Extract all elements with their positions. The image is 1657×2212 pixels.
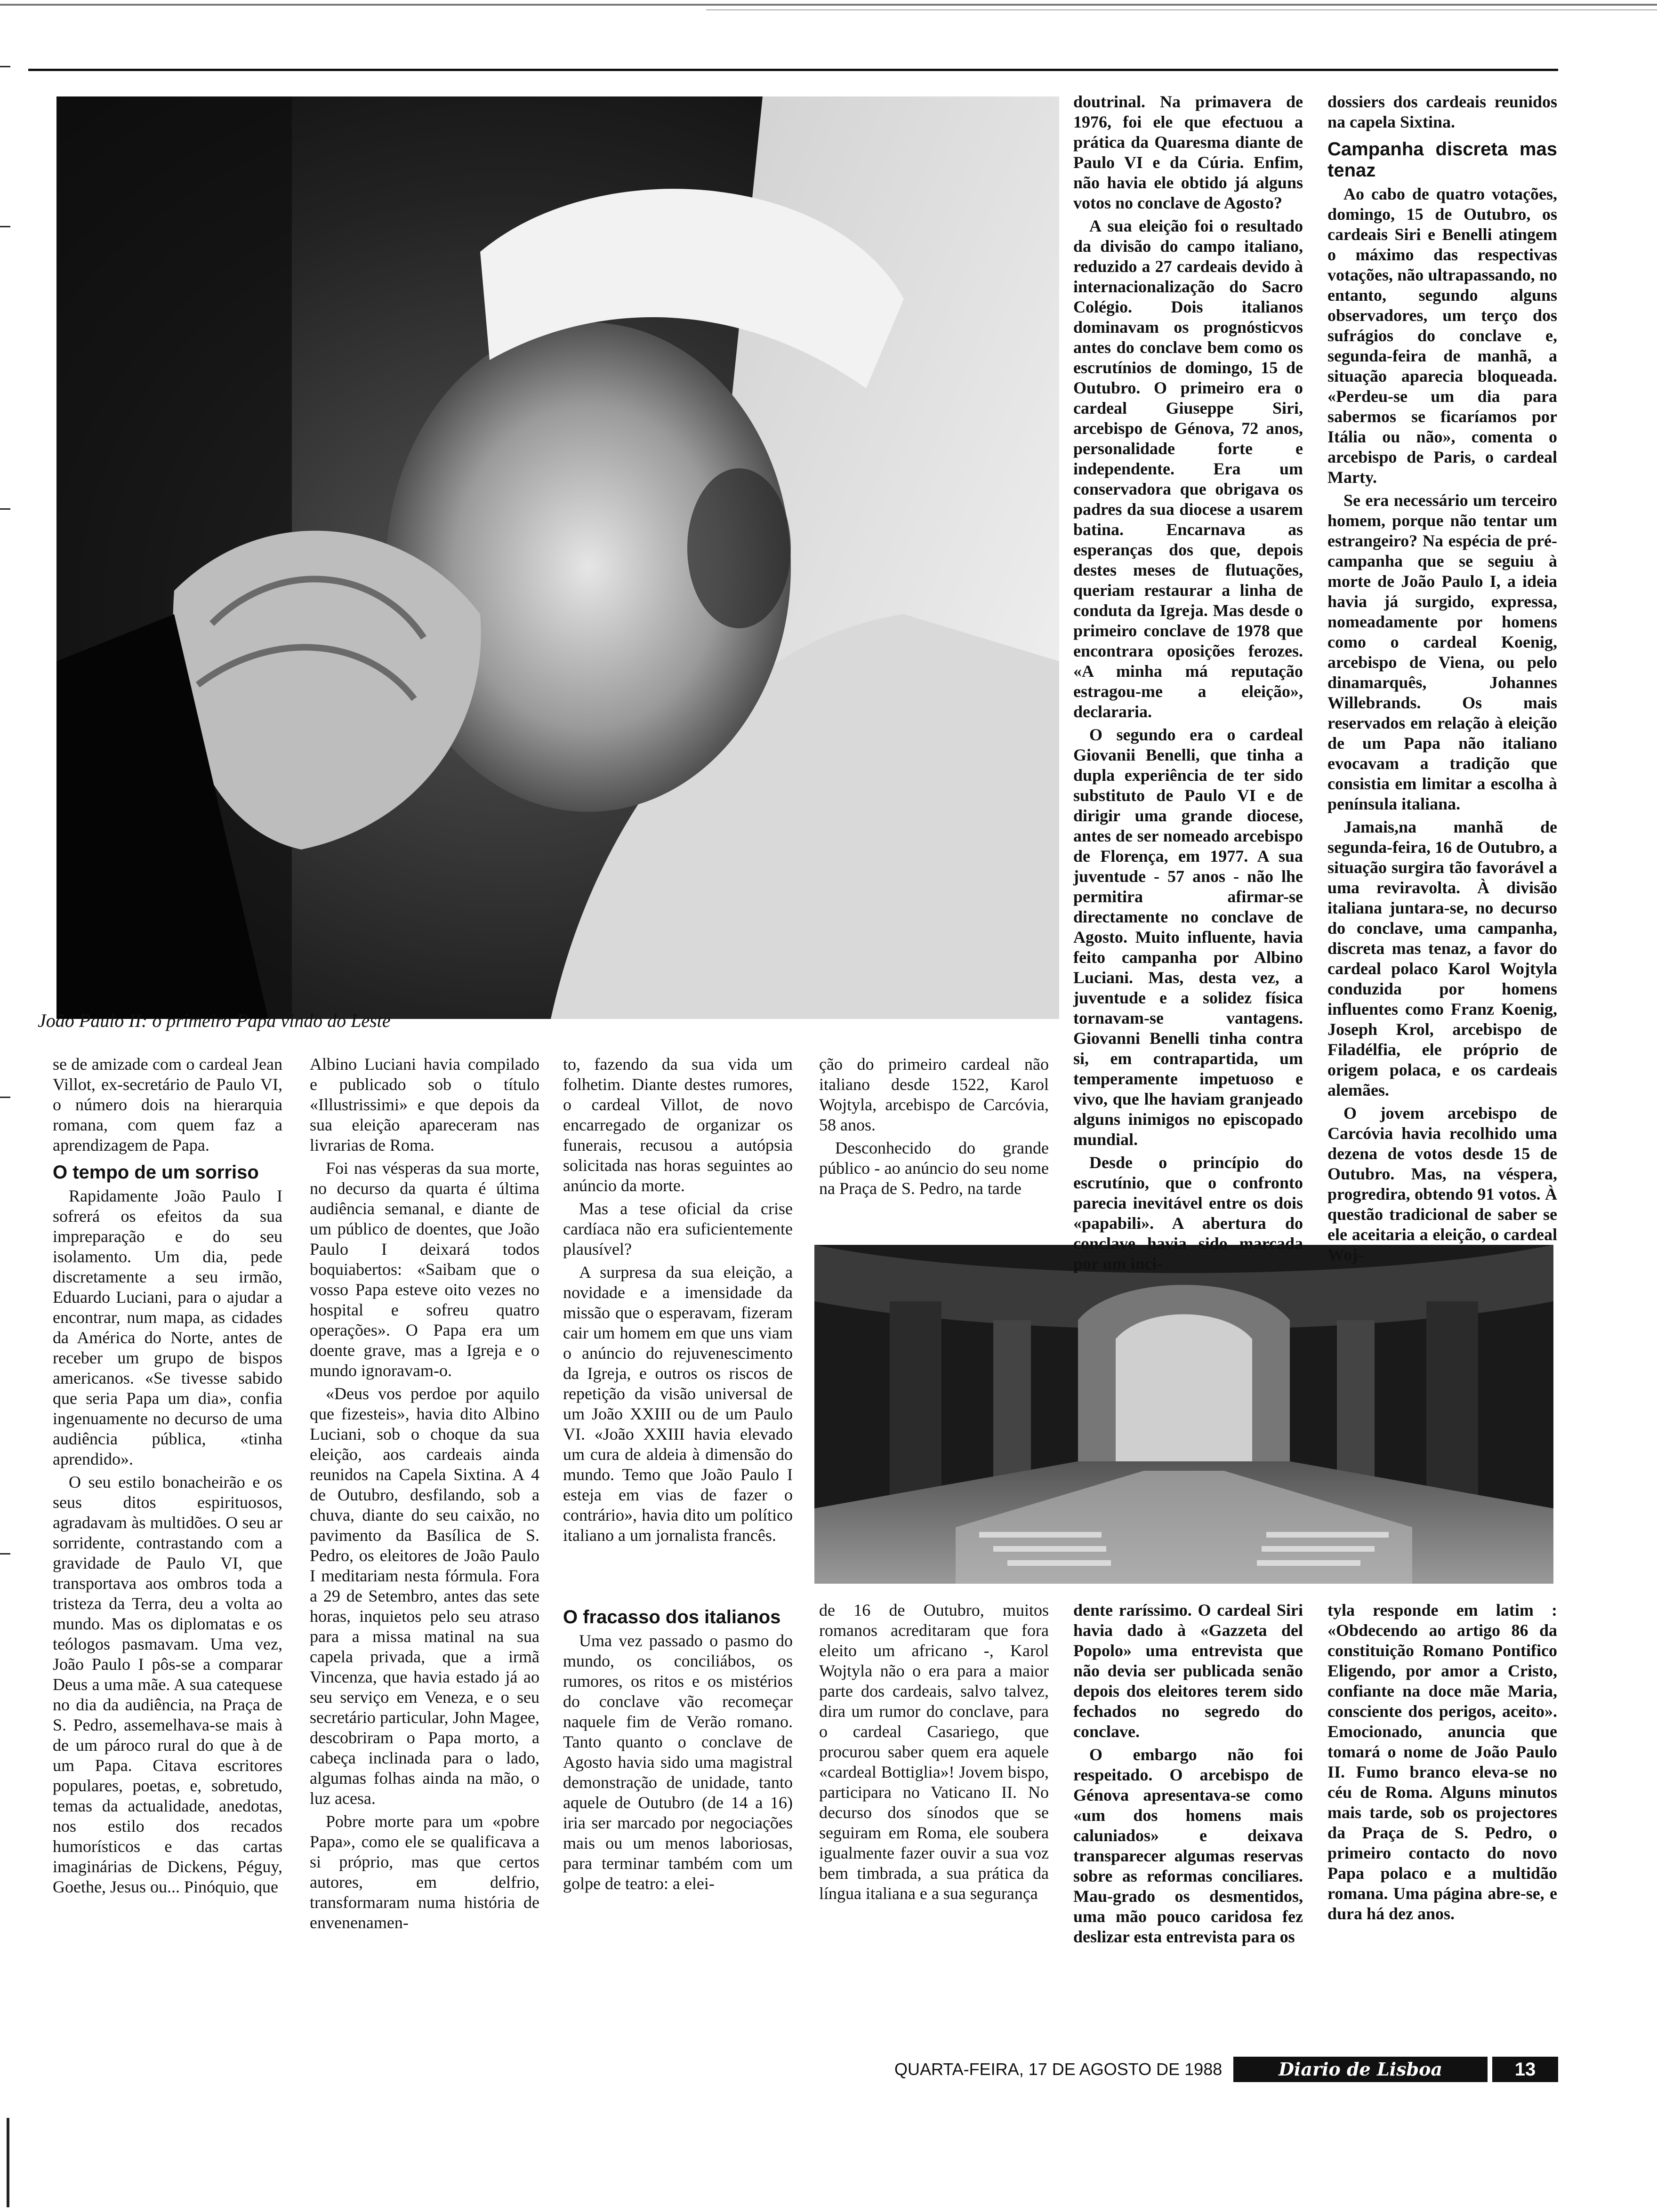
- page-number: 13: [1492, 2057, 1558, 2082]
- paragraph: Mas a tese oficial da crise cardíaca não era suficientemente plausível?: [563, 1199, 793, 1258]
- paragraph: O jovem arcebispo de Carcóvia havia recolhido uma dezena de votos desde 15 de Outubro. Mas, na véspera, progredira, obtendo 91 votos. À questão tradicional de saber se ele aceitaria a eleição, o cardeal Woj-: [1327, 1104, 1557, 1264]
- header-rule: [28, 69, 1558, 71]
- paragraph: Ao cabo de quatro votações, domingo, 15 de Outubro, os cardeais Siri e Benelli atingem o máximo das respectivas votações, não ultrapassando, no entanto, segundo alguns observadores, um terço dos sufrágios do conclave e, segunda-feira de manhã, a situação aparecia bloqueada. «Perdeu-se um dia para sabermos se ficaríamos por Itália ou não», comenta o arcebispo de Paris, o cardeal Marty.: [1327, 184, 1557, 487]
- margin-mark: [0, 66, 10, 67]
- portrait-photo: [56, 96, 1059, 1019]
- subheading: O fracasso dos italianos: [563, 1607, 781, 1627]
- paragraph: O embargo não foi respeitado. O arcebispo de Génova apresentava-se como «um dos homens mais caluniados» e deixava transparecer algumas reservas sobre as reformas conciliares. Mau-grado os desmentidos, uma mão pouco caridosa fez deslizar esta entrevista para os: [1073, 1745, 1303, 1946]
- article-column-4: [819, 1054, 1049, 1202]
- paragraph: Desde o princípio do escrutínio, que o confronto parecia inevitável entre os dois «papabili». A abertura do conclave havia sido marcada por um inci-: [1073, 1153, 1303, 1273]
- top-scan-line: [0, 4, 1657, 6]
- paragraph: O segundo era o cardeal Giovanii Benelli, que tinha a dupla experiência de ter sido substituto de Paulo VI e de dirigir uma grande diocese, antes de ser nomeado arcebispo de Florença, em 1977. A sua juventude - 57 anos - não lhe permitira afirmar-se directamente no conclave de Agosto. Muito influente, havia feito campanha por Albino Luciani. Mas, desta vez, a juventude e a solidez física tornavam-se vantagens. Giovanni Benelli tinha contra si, em contrapartida, um temperamente impetuoso e vivo, que lhe haviam granjeado alguns inimigos no episcopado mundial.: [1073, 725, 1303, 1149]
- margin-mark: [0, 508, 10, 510]
- article-column-1: [53, 1054, 282, 1900]
- paragraph: tyla responde em latim : «Obdecendo ao artigo 86 da constituição Romano Pontifico Eligendo, por amor a Cristo, confiante na doce mãe Maria, consciente dos perigos, aceito». Emocionado, anuncia que tomará o nome de João Paulo II. Fumo branco eleva-se no céu de Roma. Alguns minutos mais tarde, sob os projectores da Praça de S. Pedro, o primeiro contacto do novo Papa polaco e a multidão romana. Uma página abre-se, e dura há dez anos.: [1327, 1601, 1557, 1923]
- photo-caption: João Paulo II: o primeiro Papa vindo do Leste: [38, 1010, 391, 1031]
- article-column-3-bottom: [563, 1600, 793, 1897]
- top-scan-line-secondary: [706, 9, 1657, 10]
- article-column-6-bottom: [1327, 1600, 1557, 1927]
- footer-date: QUARTA-FEIRA, 17 DE AGOSTO DE 1988: [894, 2060, 1223, 2079]
- paragraph: de 16 de Outubro, muitos romanos acreditaram que fora eleito um africano -, Karol Wojtyla não o era para a maior parte dos cardeais, salvo talvez, dira um rumor do conclave, para o cardeal Casariego, que procurou saber quem era aquele «cardeal Bottiglia»! Jovem bispo, participara no Vaticano II. No decurso dos sínodos que se seguiram em Roma, ele soubera igualmente fazer ouvir a sua voz bem timbrada, a sua prática da língua italiana e a sua segurança: [819, 1601, 1049, 1903]
- article-column-4-bottom: [819, 1600, 1049, 1907]
- paragraph: A surpresa da sua eleição, a novidade e a imensidade da missão que o esperavam, fizeram cair um homem em que uns viam o anúncio do rejuvenescimento da Igreja, e outros os riscos de repetição da visão universal de um João XXIII ou de um Paulo VI. «João XXIII havia elevado um cura de aldeia à dimensão do mundo. Temo que João Paulo I esteja em vias de fazer o contrário», havia dito um político italiano a um jornalista francês.: [563, 1263, 793, 1545]
- basilica-photo: [814, 1245, 1553, 1584]
- paragraph: Uma vez passado o pasmo do mundo, os conciliábos, os rumores, os ritos e os mistérios do conclave vão recomeçar naquele fim de Verão romano. Tanto quanto o conclave de Agosto havia sido uma magistral demonstração de unidade, tanto aquele de Outubro (de 14 a 16) iria ser marcado por negociações mais ou um menos laboriosas, para terminar também com um golpe de teatro: a elei-: [563, 1631, 793, 1893]
- margin-mark: [0, 1097, 10, 1098]
- basilica-photo-icon: [814, 1245, 1553, 1584]
- paragraph: doutrinal. Na primavera de 1976, foi ele que efectuou a prática da Quaresma diante de Paulo VI e da Cúria. Enfim, não havia ele obtido já alguns votos no conclave de Agosto?: [1073, 92, 1303, 212]
- paragraph: Foi nas vésperas da sua morte, no decurso da quarta é última audiência semanal, e diante de um público de doentes, que João Paulo I deixará todos boquiabertos: «Saibam que o vosso Papa esteve oito vezes no hospital e sofreu quatro operações». O Papa era um doente grave, mas a Igreja e o mundo ignoravam-o.: [310, 1159, 539, 1380]
- paragraph: dente raríssimo. O cardeal Siri havia dado à «Gazzeta del Popolo» uma entrevista que não devia ser publicada senão depois dos eleitores terem sido fechados no segredo do conclave.: [1073, 1601, 1303, 1741]
- margin-mark: [0, 1553, 10, 1555]
- masthead-logo: Diario de Lisboa: [1233, 2057, 1488, 2082]
- paragraph: Jamais,na manhã de segunda-feira, 16 de Outubro, a situação surgira tão favorável a uma reviravolta. À divisão italiana juntara-se, no decurso do conclave, uma campanha, discreta mas tenaz, a favor do cardeal polaco Karol Wojtyla conduzida por homens influentes como Franz Koenig, Joseph Krol, arcebispo de Filadélfia, ele próprio de origem polaca, e os cardeais alemães.: [1327, 817, 1557, 1099]
- paragraph: Se era necessário um terceiro homem, porque não tentar um estrangeiro? Na espécia de pré-campanha que se seguiu à morte de João Paulo I, a ideia havia já surgido, expressa, nomeadamente por homens como o cardeal Koenig, arcebispo de Viena, ou pelo dinamarquês, Johannes Willebrands. Os mais reservados em relação à eleição de um Papa não italiano evocavam a tradição que consistia em limitar a escolha à península italiana.: [1327, 491, 1557, 813]
- paragraph: «Deus vos perdoe por aquilo que fizesteis», havia dito Albino Luciani, sob o choque da sua eleição, aos cardeais ainda reunidos na Capela Sixtina. A 4 de Outubro, desfilando, sob a chuva, diante do seu caixão, no pavimento da Basílica de S. Pedro, os eleitores de João Paulo I meditariam nesta fórmula. Fora a 29 de Setembro, antes das sete horas, inquietos pelo seu atraso para a missa matinal na sua capela privada, que a irmã Vincenza, que havia estado já ao seu serviço em Veneza, e o seu secretário particular, John Magee, descobriram o Papa morto, a cabeça inclinada para o lado, algumas folhas ainda na mão, o luz acesa.: [310, 1384, 539, 1808]
- subheading: Campanha discreta mas tenaz: [1327, 139, 1557, 181]
- portrait-photo-icon: [56, 96, 1059, 1019]
- margin-mark: [7, 2118, 9, 2207]
- paragraph: Pobre morte para um «pobre Papa», como ele se qualificava a si próprio, mas que certos autores, em delfrio, transformaram numa história de envenenamen-: [310, 1812, 539, 1932]
- margin-mark: [0, 226, 10, 227]
- subheading: O tempo de um sorriso: [53, 1162, 259, 1183]
- article-column-6: [1327, 92, 1557, 1268]
- article-column-5: [1073, 92, 1303, 1277]
- article-column-5-bottom: [1073, 1600, 1303, 1950]
- article-column-3: [563, 1054, 793, 1548]
- paragraph: O seu estilo bonacheirão e os seus ditos espirituosos, agradavam às multidões. O seu ar sorridente, contrastando com a gravidade de Paulo VI, que transportava aos ombros toda a tristeza da Terra, deu a volta ao mundo. Mas os diplomatas e os teólogos pasmavam. Uma vez, João Paulo I pôs-se a comparar Deus a uma mãe. A sua catequese no dia da audiência, na Praça de S. Pedro, assemelhava-se mais à de um pároco rural do que à de um Papa. Citava escritores populares, poetas, e, sobretudo, temas da actualidade, anedotas, nos estilo dos recados humorísticos e das cartas imaginárias de Dickens, Péguy, Goethe, Jesus ou... Pinóquio, que: [53, 1473, 282, 1896]
- paragraph: to, fazendo da sua vida um folhetim. Diante destes rumores, o cardeal Villot, de novo encarregado de organizar os funerais, recusou a autópsia solicitada nas horas seguintes ao anúncio da morte.: [563, 1055, 793, 1195]
- paragraph: A sua eleição foi o resultado da divisão do campo italiano, reduzido a 27 cardeais devido à internacionalização do Sacro Colégio. Dois italianos dominavam os prognósticvos antes do conclave bem como os escrutínios de domingo, 15 de Outubro. O primeiro era o cardeal Giuseppe Siri, arcebispo de Génova, 72 anos, personalidade forte e independente. Era um conservadora que obrigava os padres da sua diocese a usarem batina. Encarnava as esperanças dos que, depois destes meses de flutuações, queriam restaurar a linha de conduta da Igreja. Mas desde o primeiro conclave de 1978 que encontrara oposições ferozes. «A minha má reputação estragou-me a eleição», declararia.: [1073, 216, 1303, 721]
- paragraph: Desconhecido do grande público - ao anúncio do seu nome na Praça de S. Pedro, na tarde: [819, 1138, 1049, 1198]
- paragraph: dossiers dos cardeais reunidos na capela Sixtina.: [1327, 92, 1557, 131]
- paragraph: se de amizade com o cardeal Jean Villot, ex-secretário de Paulo VI, o número dois na hierarquia romana, com quem faz a aprendizagem de Papa.: [53, 1055, 282, 1154]
- paragraph: ção do primeiro cardeal não italiano desde 1522, Karol Wojtyla, arcebispo de Carcóvia, 58 anos.: [819, 1055, 1049, 1134]
- paragraph: Rapidamente João Paulo I sofrerá os efeitos da sua impreparação e do seu isolamento. Um dia, pede discretamente a seu irmão, Eduardo Luciani, para o ajudar a encontrar, num mapa, as cidades da América do Norte, antes de receber um grupo de bispos americanos. «Se tivesse sabido que seria Papa um dia», confia ingenuamente no decurso de uma audiência pública, «tinha aprendido».: [53, 1186, 282, 1468]
- paragraph: Albino Luciani havia compilado e publicado sob o título «Illustrissimi» e que depois da sua eleição apareceram nas livrarias de Roma.: [310, 1055, 539, 1154]
- article-column-2: [310, 1054, 539, 1936]
